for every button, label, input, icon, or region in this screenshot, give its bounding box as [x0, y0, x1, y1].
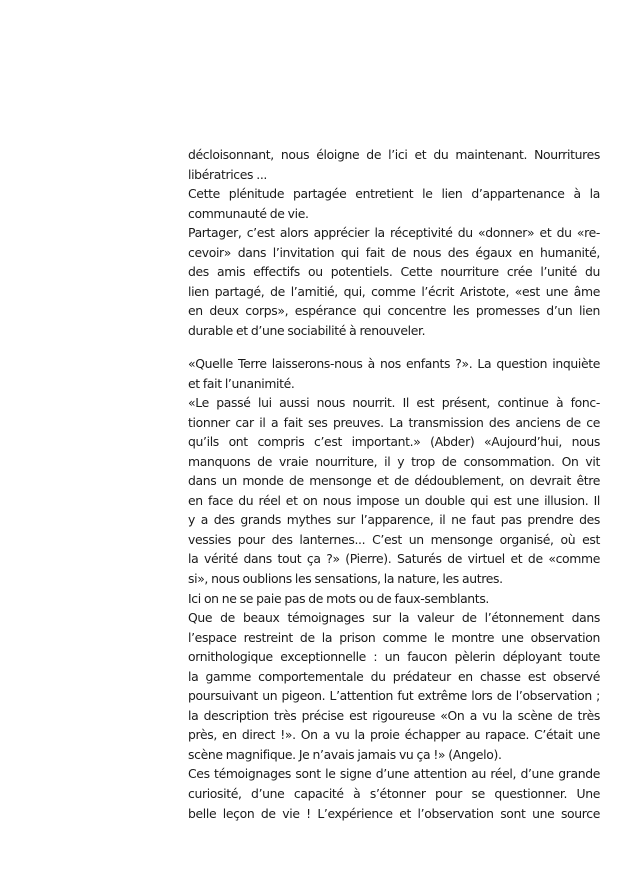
- text-line: dans un monde de mensonge et de dédoublement, on devrait être: [188, 473, 600, 489]
- text-line: «Quelle Terre laisserons-nous à nos enfants ?». La question inquiète: [188, 355, 600, 371]
- text-line: Ces témoignages sont le signe d’une attention au réel, d’une grande: [188, 766, 600, 782]
- text-line: si», nous oublions les sensations, la nature, les autres.: [188, 570, 503, 586]
- text-line: «Le passé lui aussi nous nourrit. Il est présent, continue à fonc-: [188, 395, 600, 411]
- document-page: [188, 145, 600, 823]
- text-line: en deux corps», espérance qui concentre les promesses d’un lien: [188, 303, 600, 319]
- paragraph-block-2: [188, 354, 600, 823]
- text-line: en face du réel et on nous impose un double qui est une illusion. Il: [188, 492, 600, 508]
- text-line: scène magnifique. Je n’avais jamais vu ça !» (Angelo).: [188, 746, 502, 762]
- text-line: Cette plénitude partagée entretient le lien d’appartenance à la: [188, 186, 600, 202]
- text-line: durable et d’une sociabilité à renouveler.: [188, 322, 426, 338]
- text-line: l’espace restreint de la prison comme le montre une observation: [188, 629, 600, 645]
- text-line: belle leçon de vie ! L’expérience et l’observation sont une source: [188, 805, 600, 821]
- text-line: curiosité, d’une capacité à s’étonner pour se questionner. Une: [188, 786, 600, 801]
- text-line: Ici on ne se paie pas de mots ou de faux-semblants.: [188, 590, 490, 606]
- text-line: et fait l’unanimité.: [188, 375, 295, 391]
- text-line: manquons de vraie nourriture, il y trop de consommation. On vit: [188, 453, 600, 469]
- text-line: la gamme comportementale du prédateur en chasse est observé: [188, 668, 600, 684]
- text-line: tionner car il a fait ses preuves. La transmission des anciens de ce: [188, 414, 600, 430]
- text-line: des amis effectifs ou potentiels. Cette nourriture crée l’unité du: [188, 264, 600, 280]
- text-line: Partager, c’est alors apprécier la réceptivité du «donner» et du «re-: [188, 225, 600, 241]
- text-line: la vérité dans tout ça ?» (Pierre). Saturés de virtuel et de «comme: [188, 551, 600, 567]
- text-line: communauté de vie.: [188, 205, 309, 221]
- text-line: Que de beaux témoignages sur la valeur de l’étonnement dans: [188, 610, 600, 626]
- paragraph-block-1: [188, 145, 600, 340]
- text-line: près, en direct !». On a vu la proie échapper au rapace. C’était une: [188, 727, 600, 743]
- text-line: vessies pour des lanternes... C’est un mensonge organisé, où est: [188, 531, 600, 547]
- text-line: qu’ils ont compris c’est important.» (Abder) «Aujourd’hui, nous: [188, 434, 600, 450]
- text-line: lien partagé, de l’amitié, qui, comme l’écrit Aristote, «est une âme: [188, 283, 600, 299]
- text-line: ornithologique exceptionnelle : un faucon pèlerin déployant toute: [188, 649, 600, 665]
- text-line: y a des grands mythes sur l’apparence, il ne faut pas prendre des: [188, 512, 600, 528]
- text-line: décloisonnant, nous éloigne de l’ici et du maintenant. Nourritures: [188, 147, 600, 162]
- paragraph-gap: [188, 340, 600, 354]
- text-line: poursuivant un pigeon. L’attention fut extrême lors de l’observation ;: [188, 688, 600, 704]
- text-line: cevoir» dans l’invitation qui fait de nous des égaux en humanité,: [188, 244, 600, 260]
- text-line: libératrices ...: [188, 166, 268, 182]
- text-line: la description très précise est rigoureuse «On a vu la scène de très: [188, 707, 600, 723]
